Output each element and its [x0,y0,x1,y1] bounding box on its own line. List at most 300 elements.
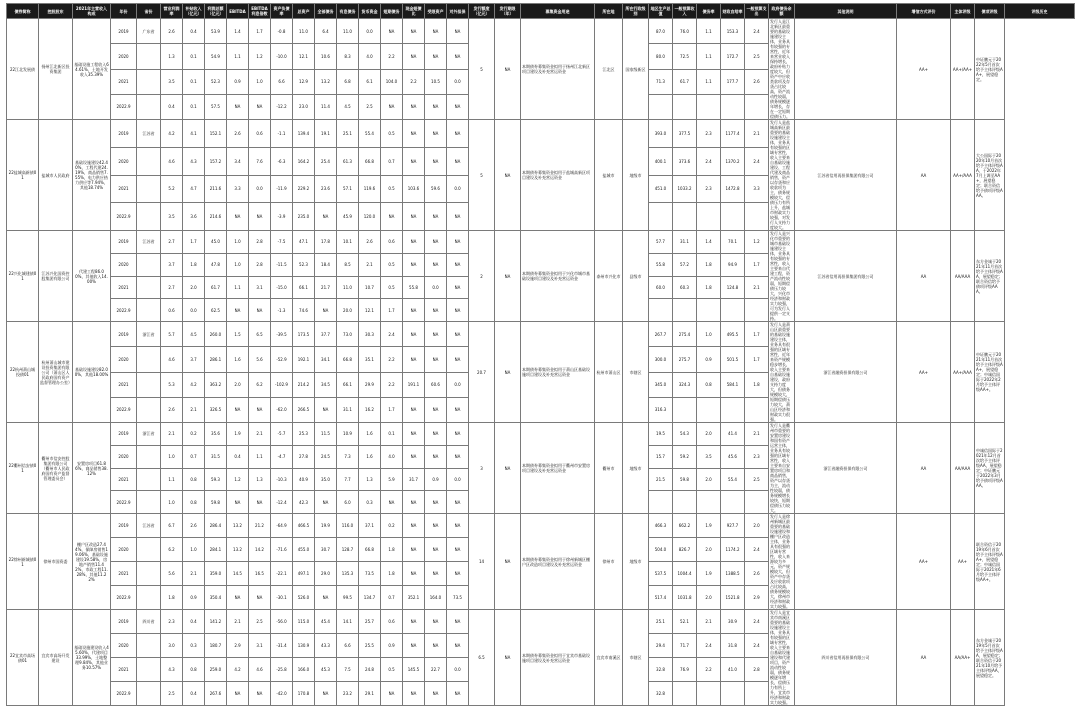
regional-metric-cell: 1033.2 [673,175,697,203]
rating-history-cell: 大公国际于2020年10月首次给予主体评级AA，于2022年7月上调至AA+，展望稳定；联合资信给予债项评级AAA。 [975,120,1005,231]
regional-metric-cell: 2.0 [697,586,721,610]
metric-cell: 1.7 [249,19,271,44]
metric-cell: 61.7 [205,276,227,299]
year-cell: 2020 [111,445,137,468]
province-cell [137,347,161,372]
revenue-structure-cell: 基础设施建设42.40%，工程代建24.19%，商品销售7.55%，电力供应热力供应等7.94%，其他18.74% [73,120,111,231]
regional-metric-cell: 15.7 [649,445,673,468]
year-cell: 2021 [111,175,137,203]
metric-cell: -4.7 [271,445,293,468]
controlling-holder-cell: 盐城市人民政府 [39,120,73,231]
regional-metric-cell: 345.0 [649,372,673,397]
metric-cell: 1.3 [249,468,271,491]
metric-cell: NA [227,94,249,119]
metric-cell: NA [403,634,425,658]
metric-cell: 52.3 [205,69,227,94]
metric-cell: 0.0 [447,658,469,682]
metric-cell: 1.9 [227,423,249,446]
metric-cell: 17.8 [315,231,337,254]
metric-cell: 12.1 [359,299,381,322]
metric-cell: 1.1 [227,44,249,69]
province-cell [137,634,161,658]
metric-cell: 6.7 [161,514,183,538]
metric-cell: 21.2 [249,514,271,538]
admin-level-cell: 市辖区 [623,610,649,706]
metric-cell: 2.7 [161,231,183,254]
regional-metric-cell: 2.4 [745,634,769,658]
metric-cell: 5.2 [161,175,183,203]
regional-metric-cell: 2.4 [745,538,769,562]
fund-use-cell: 本期债券募集资金拟用于宜宾市基础设施项目建设及补充营运资金 [521,610,595,706]
regional-metric-cell: 76.0 [673,19,697,44]
table-row [7,19,1075,44]
regional-metric-cell: 584.1 [721,372,745,397]
metric-cell: 8.5 [337,253,359,276]
regional-metric-cell: 1.1 [697,44,721,69]
regional-metric-cell: 2.6 [745,69,769,94]
bond-name-cell: 22杭州萧山城投债01 [7,322,39,423]
province-cell: 广东省 [137,19,161,44]
year-cell: 2019 [111,19,137,44]
metric-cell: NA [403,203,425,231]
column-header: 全部债务 [315,4,337,19]
table-row [7,514,1075,538]
notes-cell: 发行人是衢州市重要的安置房建设和国有资产运营主体，业务具有较强的区域专营性，收入主要来自安置房项目和商品销售，资产以存货为主，流动性较弱，债务规模增长较快，短期偿债压力较大。 [769,423,795,514]
metric-cell: NA [381,94,403,119]
province-cell [137,253,161,276]
year-cell: 2022.9 [111,586,137,610]
metric-cell: 35.0 [315,468,337,491]
regional-metric-cell [697,397,721,422]
metric-cell: 350.4 [205,586,227,610]
metric-cell: NA [249,586,271,610]
regional-metric-cell: 1.7 [745,347,769,372]
metric-cell: 120.0 [359,203,381,231]
metric-cell: 0.8 [183,468,205,491]
metric-cell: 1.6 [227,347,249,372]
metric-cell: 35.6 [205,423,227,446]
metric-cell: -11.9 [271,175,293,203]
metric-cell: NA [403,682,425,706]
metric-cell: 2.4 [381,322,403,347]
regional-metric-cell: 393.0 [649,120,673,148]
bond-name-cell: 22江北发展债 [7,19,39,120]
metric-cell: 4.0 [381,445,403,468]
year-cell: 2020 [111,253,137,276]
entity-rating-cell: AA [897,231,951,322]
metric-cell: 66.8 [359,147,381,175]
admin-level-cell: 地级市 [623,423,649,514]
metric-cell: NA [315,586,337,610]
metric-cell: 2.0 [227,372,249,397]
metric-cell: NA [403,147,425,175]
metric-cell: 2.1 [183,397,205,422]
metric-cell: 2.8 [249,231,271,254]
metric-cell: 4.2 [161,120,183,148]
bond-rating-cell: AA+/AA+ [951,19,975,120]
entity-rating-cell: AA+ [897,19,951,120]
regional-metric-cell: 1472.8 [721,175,745,203]
metric-cell: 4.6 [161,147,183,175]
metric-cell: 0.6 [381,231,403,254]
notes-cell: 发行人是徐州新城区最重要的基础设施建设和棚户区改造主体，业务具有很强的区域专营性，收入来源较为多元，资产规模较大，但资产中存货及应收款项占比较高，债务规模较大，徐州市经济和财政实力较强。 [769,514,795,610]
metric-cell: 45.9 [337,203,359,231]
metric-cell: -64.9 [271,514,293,538]
metric-cell: 5.6 [249,347,271,372]
metric-cell: -102.9 [271,372,293,397]
metric-cell: NA [425,94,447,119]
regional-metric-cell: 1.7 [745,253,769,276]
table-body [7,19,1075,706]
metric-cell: 1.1 [249,445,271,468]
metric-cell: NA [249,94,271,119]
regional-metric-cell: 41.0 [721,658,745,682]
metric-cell: 6.5 [249,322,271,347]
province-cell [137,445,161,468]
regional-metric-cell: 2.4 [697,634,721,658]
regional-metric-cell: 2.1 [745,120,769,148]
metric-cell: 1.7 [381,299,403,322]
metric-cell: 3.7 [183,347,205,372]
controlling-holder-cell: 衢州市信安控股集团有限公司（衢州市人民政府国有资产监督管理委员会） [39,423,73,514]
metric-cell: 0.5 [381,253,403,276]
regional-metric-cell: 153.3 [721,19,745,44]
metric-cell: 47.1 [293,231,315,254]
regional-metric-cell: 537.5 [649,562,673,586]
metric-cell: 8.3 [337,44,359,69]
metric-cell: 1.0 [227,253,249,276]
metric-cell: 1.5 [227,322,249,347]
metric-cell: NA [425,44,447,69]
metric-cell: 3.7 [161,253,183,276]
metric-cell: 25.4 [315,147,337,175]
metric-cell: NA [447,203,469,231]
regional-metric-cell: 70.1 [721,231,745,254]
metric-cell: -22.1 [271,562,293,586]
regional-metric-cell [745,299,769,322]
term-cell: NA [495,514,521,610]
metric-cell: 6.2 [161,538,183,562]
metric-cell: -31.4 [271,634,293,658]
metric-cell: 40.9 [293,468,315,491]
metric-cell: 0.1 [183,69,205,94]
guarantee-cell: 浙江省融资担保有限公司 [795,322,897,423]
metric-cell: 2.0 [183,276,205,299]
metric-cell: 3.5 [161,203,183,231]
regional-metric-cell: 0.9 [697,347,721,372]
metric-cell: 2.1 [183,562,205,586]
metric-cell: 0.0 [425,276,447,299]
year-cell: 2020 [111,538,137,562]
rating-history-cell: 东方金诚于2021年11月首次给予主体评级AA，展望稳定；联合资信给予债项评级AAA。 [975,231,1005,322]
regional-metric-cell: 2.2 [697,658,721,682]
metric-cell: 4.2 [227,658,249,682]
regional-metric-cell [697,299,721,322]
metric-cell: 104.0 [381,69,403,94]
term-cell: NA [495,423,521,514]
column-header: 资产负债率 [271,4,293,19]
regional-metric-cell: 324.3 [673,372,697,397]
column-header: 债务率 [697,4,721,19]
regional-metric-cell: 377.5 [673,120,697,148]
issue-size-cell: 14 [469,514,495,610]
province-cell [137,147,161,175]
column-header: 现金短债比 [403,4,425,19]
regional-metric-cell: 1.0 [697,322,721,347]
metric-cell: 259.0 [205,658,227,682]
revenue-structure-cell: 基础设施工程收入64.61%，土地开发收入35.39% [73,19,111,120]
guarantee-cell: 浙江省融资担保有限公司 [795,423,897,514]
regional-metric-cell: 1.1 [697,19,721,44]
regional-metric-cell: 177.7 [721,69,745,94]
metric-cell: NA [315,299,337,322]
metric-cell: 10.1 [337,231,359,254]
metric-cell: 59.3 [205,468,227,491]
province-cell: 浙江省 [137,423,161,446]
metric-cell: 0.5 [381,120,403,148]
metric-cell: 5.6 [161,562,183,586]
revenue-structure-cell: 棚户区改造27.44%，保障房销售19.06%，基础设施建设19.58%，房地产销售11.42%，市政工程11.28%，其他11.22% [73,514,111,610]
column-header: 增信方式评价 [897,4,951,19]
column-header: 募集资金用途 [521,4,595,19]
notes-cell: 发行人是宜宾市南溪区重要的基础设施建设主体，业务具有较强的区域专营性，收入主要来自基础设施建设和代建项目，资产流动性较弱，债务规模逐年增长，偿债压力有所上升，宜宾市经济和财政实力较强。 [769,610,795,706]
guarantee-cell [795,19,897,120]
entity-rating-cell: AA [897,120,951,231]
metric-cell: NA [425,445,447,468]
year-cell: 2022.9 [111,682,137,706]
year-cell: 2020 [111,347,137,372]
notes-cell: 发行人是盐城高新区最重要的基础设施建设主体，业务具有较强的区域专营性，收入主要来自基础设施建设、工程代建及商品销售，资产以存货和应收款项为主，债务规模较大，偿债压力有所上升，盐城市财政实力较强，对发行人支持力度较大。 [769,120,795,231]
metric-cell: 2.1 [249,423,271,446]
year-cell: 2020 [111,147,137,175]
metric-cell: 66.1 [337,372,359,397]
metric-cell: NA [403,322,425,347]
metric-cell: 59.8 [205,491,227,514]
metric-cell: NA [425,299,447,322]
fund-use-cell: 本期债券募集资金拟用于兴化市城市基础设施项目建设及补充营运资金 [521,231,595,322]
province-cell: 江苏省 [137,231,161,254]
metric-cell: 214.2 [293,372,315,397]
metric-cell: NA [425,203,447,231]
metric-cell: 25.3 [293,423,315,446]
metric-cell: 45.4 [315,610,337,634]
metric-cell: 0.1 [183,44,205,69]
province-cell [137,44,161,69]
metric-cell: -0.8 [271,19,293,44]
metric-cell: 13.2 [315,69,337,94]
metric-cell: 59.6 [425,175,447,203]
metric-cell: 0.0 [249,175,271,203]
fund-use-cell: 本期债券募集资金拟用于萧山区基础设施项目建设及补充营运资金 [521,322,595,423]
regional-metric-cell [649,94,673,119]
regional-metric-cell: 80.0 [649,44,673,69]
metric-cell: 266.5 [293,397,315,422]
metric-cell: NA [447,682,469,706]
column-header: 债券简称 [7,4,39,19]
metric-cell: 25.5 [359,634,381,658]
regional-metric-cell: 2.5 [745,44,769,69]
metric-cell: 526.0 [293,586,315,610]
regional-metric-cell: 1031.8 [673,586,697,610]
metric-cell: NA [249,299,271,322]
admin-level-cell: 地级市 [623,514,649,610]
guarantee-cell [795,514,897,610]
metric-cell: 13.2 [227,538,249,562]
metric-cell: 0.0 [359,19,381,44]
regional-metric-cell [721,682,745,706]
metric-cell: 180.7 [205,634,227,658]
regional-metric-cell [673,203,697,231]
metric-cell: NA [425,491,447,514]
metric-cell: 166.0 [293,658,315,682]
entity-rating-cell: AA+ [897,322,951,423]
metric-cell: 359.0 [205,562,227,586]
regional-metric-cell [697,94,721,119]
metric-cell: 45.3 [315,658,337,682]
location-cell: 江北区 [595,19,623,120]
regional-metric-cell: 60.3 [673,276,697,299]
year-cell: 2022.9 [111,203,137,231]
regional-metric-cell: 1.4 [697,231,721,254]
regional-metric-cell [697,203,721,231]
column-header: 发行额度（亿元） [469,4,495,19]
metric-cell: 42.3 [293,491,315,514]
year-cell: 2019 [111,120,137,148]
admin-level-cell: 市辖区 [623,322,649,423]
metric-cell: 4.6 [249,658,271,682]
metric-cell: NA [447,231,469,254]
metric-cell: 0.9 [381,634,403,658]
regional-metric-cell: 172.7 [721,44,745,69]
metric-cell: 4.5 [337,94,359,119]
metric-cell: 164.2 [293,147,315,175]
metric-cell: 13.2 [227,514,249,538]
regional-metric-cell [745,203,769,231]
metric-cell: 164.0 [425,586,447,610]
column-header: 所在行政级别 [623,4,649,19]
province-cell [137,175,161,203]
regional-metric-cell [673,94,697,119]
metric-cell: 37.1 [359,514,381,538]
regional-metric-cell: 373.6 [673,147,697,175]
metric-cell: 2.1 [359,253,381,276]
regional-metric-cell [745,397,769,422]
regional-metric-cell [697,682,721,706]
term-cell: NA [495,610,521,706]
regional-metric-cell: 1.8 [745,372,769,397]
bond-rating-cell: AA/AAA [951,231,975,322]
regional-metric-cell: 1.9 [697,514,721,538]
metric-cell: 66.8 [337,347,359,372]
regional-metric-cell: 275.7 [673,347,697,372]
column-header: EBITDA [227,4,249,19]
metric-cell: 0.5 [381,276,403,299]
regional-metric-cell: 2.0 [697,423,721,446]
guarantee-cell: 四川省信用再担保有限公司 [795,610,897,706]
regional-metric-cell [649,299,673,322]
metric-cell: NA [447,491,469,514]
regional-metric-cell: 1.7 [745,322,769,347]
metric-cell: NA [425,397,447,422]
metric-cell: 27.8 [293,445,315,468]
column-header: 受限资产 [425,4,447,19]
regional-metric-cell: 25.1 [649,610,673,634]
issue-size-cell: 6.5 [469,610,495,706]
metric-cell: 0.0 [447,468,469,491]
year-cell: 2021 [111,69,137,94]
metric-cell: 3.0 [161,634,183,658]
metric-cell: NA [403,19,425,44]
metric-cell: 29.1 [359,682,381,706]
bond-rating-cell: AA+ [951,514,975,610]
revenue-structure-cell: 代建工程86.00%，其他收入14.00% [73,231,111,322]
metric-cell: 326.5 [205,397,227,422]
column-header: 对外担保 [447,4,469,19]
metric-cell: NA [425,514,447,538]
province-cell [137,69,161,94]
metric-cell: 2.1 [227,610,249,634]
metric-cell: 267.6 [205,682,227,706]
metric-cell: 2.6 [227,120,249,148]
regional-metric-cell: 316.3 [649,397,673,422]
metric-cell: 0.0 [447,372,469,397]
table-row [7,322,1075,347]
column-header: 总资产 [293,4,315,19]
regional-metric-cell: 2.6 [745,562,769,586]
metric-cell: 0.1 [381,423,403,446]
column-header: 2021年主营收入构成 [73,4,111,19]
rating-history-cell: 中证鹏元于2022年5月首次给予主体评级AA+，展望稳定。 [975,19,1005,120]
metric-cell: 1.0 [161,445,183,468]
metric-cell: 1.3 [161,44,183,69]
regional-metric-cell: 29.4 [649,634,673,658]
column-header: 发行期限（年） [495,4,521,19]
regional-metric-cell: 1.2 [745,231,769,254]
metric-cell: 260.0 [205,322,227,347]
notes-cell: 发行人是江北新区最重要的基础设施建设主体，业务具有较强的专营性，近年来营业收入保持增长，政府补贴力度较大，但资产中应收类款项及存货占比较高，资产流动性较弱，债务规模逐年增长，存在一定短期偿债压力。 [769,19,795,120]
metric-cell: 3.4 [227,147,249,175]
regional-metric-cell: 2.9 [745,586,769,610]
regional-metric-cell: 1.1 [697,69,721,94]
metric-cell: NA [447,253,469,276]
guarantee-cell: 江苏省信用再担保集团有限公司 [795,231,897,322]
metric-cell: 0.4 [227,445,249,468]
year-cell: 2019 [111,610,137,634]
metric-cell: 1.8 [381,562,403,586]
metric-cell: 1.8 [381,538,403,562]
metric-cell: 2.2 [403,69,425,94]
metric-cell: NA [381,203,403,231]
metric-cell: 139.4 [293,120,315,148]
regional-metric-cell: 32.8 [649,682,673,706]
bond-rating-cell: AA/AAA [951,423,975,514]
metric-cell: 145.5 [403,658,425,682]
regional-metric-cell: 2.4 [697,147,721,175]
term-cell: NA [495,322,521,423]
metric-cell: 0.0 [183,299,205,322]
year-cell: 2022.9 [111,94,137,119]
regional-metric-cell: 87.0 [649,19,673,44]
revenue-structure-cell: 基础设施建设82.00%，其他18.00% [73,322,111,423]
year-cell: 2019 [111,514,137,538]
regional-metric-cell: 76.9 [673,658,697,682]
regional-metric-cell: 2.1 [745,276,769,299]
admin-level-cell: 国家级新区 [623,19,649,120]
year-cell: 2021 [111,658,137,682]
metric-cell: 23.6 [315,175,337,203]
metric-cell: 23.2 [337,682,359,706]
metric-cell: -10.0 [271,44,293,69]
